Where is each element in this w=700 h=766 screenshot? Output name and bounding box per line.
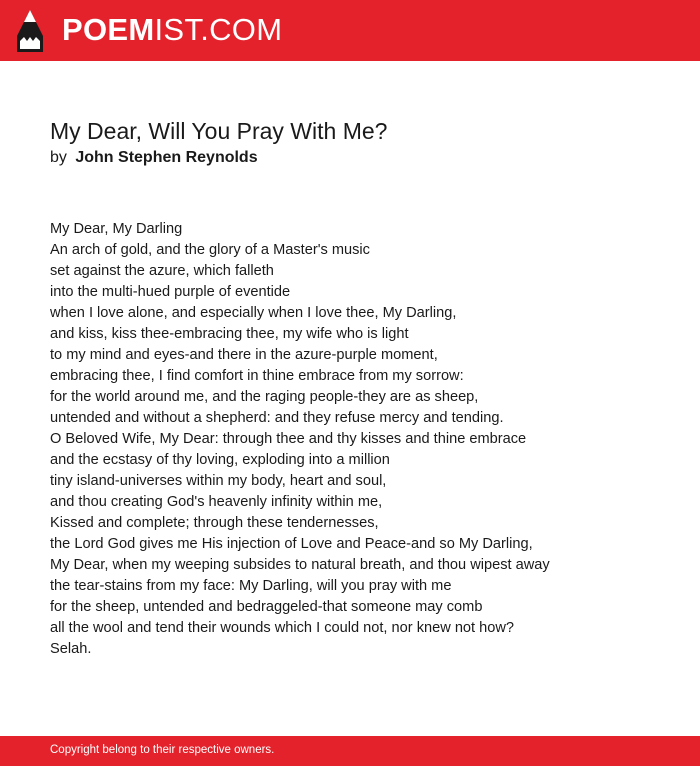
logo-text-light: IST.COM xyxy=(154,12,283,47)
byline xyxy=(50,149,258,167)
site-logo[interactable] xyxy=(62,12,282,48)
poem-line: for the sheep, untended and bedraggeled-that someone may comb xyxy=(50,599,483,615)
poem-line: into the multi-hued purple of eventide xyxy=(50,284,291,300)
poem-line: the tear-stains from my face: My Darling, will you pray with me xyxy=(50,578,452,594)
copyright-text: Copyright belong to their respective owners. xyxy=(50,744,275,756)
poem-line: the Lord God gives me His injection of Love and Peace-and so My Darling, xyxy=(50,536,533,552)
pencil-icon[interactable] xyxy=(17,10,43,52)
poem-line: O Beloved Wife, My Dear: through thee and thy kisses and thine embrace xyxy=(50,431,527,447)
poem-body xyxy=(50,219,550,660)
poem-line: An arch of gold, and the glory of a Master's music xyxy=(50,242,370,258)
poem-line: to my mind and eyes-and there in the azure-purple moment, xyxy=(50,347,438,363)
poem-line: My Dear, My Darling xyxy=(50,221,183,237)
poem-line: and thou creating God's heavenly infinity within me, xyxy=(50,494,383,510)
by-label: by xyxy=(50,149,67,166)
site-footer xyxy=(0,736,700,766)
poem-line: for the world around me, and the raging people-they are as sheep, xyxy=(50,389,479,405)
poem-line: Kissed and complete; through these tendernesses, xyxy=(50,515,379,531)
site-header xyxy=(0,0,700,61)
poem-line: embracing thee, I find comfort in thine embrace from my sorrow: xyxy=(50,368,464,384)
poem-line: when I love alone, and especially when I love thee, My Darling, xyxy=(50,305,457,321)
poem-line: set against the azure, which falleth xyxy=(50,263,274,279)
author-name: John Stephen Reynolds xyxy=(75,149,258,166)
poem-title: My Dear, Will You Pray With Me? xyxy=(50,118,388,144)
logo-text-bold: POEM xyxy=(62,12,155,47)
poem-line: My Dear, when my weeping subsides to natural breath, and thou wipest away xyxy=(50,557,550,573)
poem-line: and kiss, kiss thee-embracing thee, my wife who is light xyxy=(50,326,409,342)
poem-line: and the ecstasy of thy loving, exploding into a million xyxy=(50,452,390,468)
poem-line: all the wool and tend their wounds which I could not, nor knew not how? xyxy=(50,620,515,636)
poem-line: untended and without a shepherd: and they refuse mercy and tending. xyxy=(50,410,504,426)
poem-line: tiny island-universes within my body, heart and soul, xyxy=(50,473,387,489)
poem-line: Selah. xyxy=(50,641,92,657)
